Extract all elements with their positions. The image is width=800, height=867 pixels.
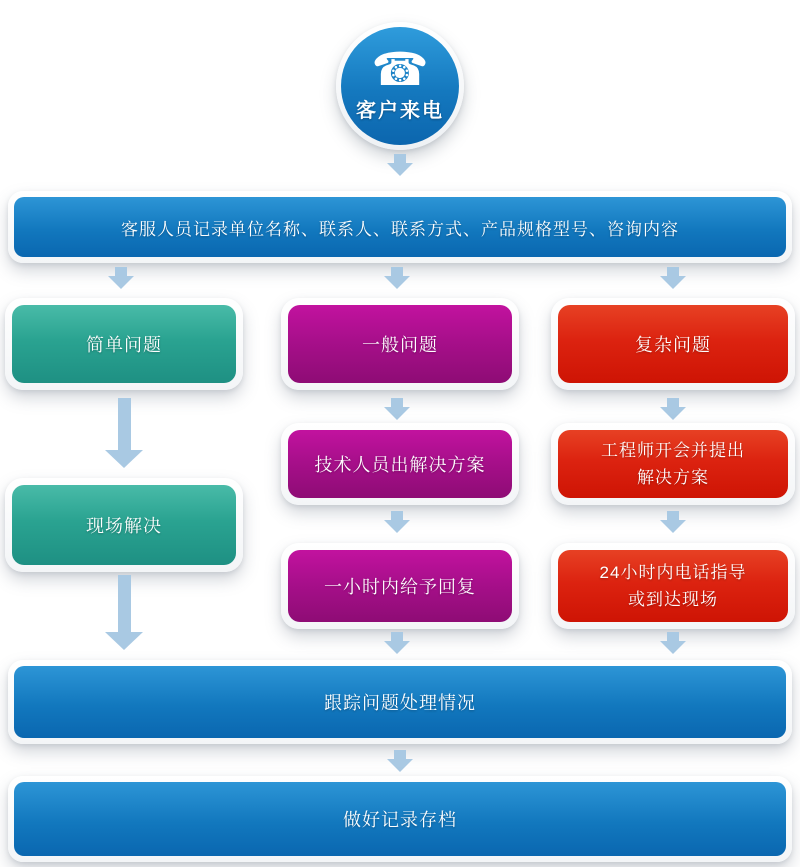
arrow-head: [660, 276, 686, 289]
arrow-down-icon: [384, 267, 410, 289]
node-tech-solution-label: 技术人员出解决方案: [314, 455, 486, 475]
arrow-head: [384, 407, 410, 420]
arrow-head: [105, 632, 143, 650]
arrow-head: [384, 276, 410, 289]
arrow-down-icon: [387, 750, 413, 772]
arrow-stem: [394, 154, 406, 163]
node-general-problem: [281, 298, 519, 390]
arrow-head: [387, 759, 413, 772]
archive-record-bar: [8, 776, 792, 862]
node-complex-problem-label: 复杂问题: [635, 335, 711, 355]
arrow-down-icon: [660, 511, 686, 533]
arrow-down-icon: [387, 154, 413, 176]
arrow-head: [384, 641, 410, 654]
arrow-stem: [667, 267, 679, 276]
node-tech-solution: [281, 423, 519, 505]
arrow-stem: [115, 267, 127, 276]
arrow-stem: [667, 398, 679, 407]
arrow-head: [105, 450, 143, 468]
node-complex-problem: [551, 298, 795, 390]
node-engineer-meeting-line1: 工程师开会并提出: [601, 440, 745, 460]
node-24h-guidance: [551, 543, 795, 629]
arrow-down-icon: [105, 398, 143, 468]
node-simple-problem-fill: [12, 305, 236, 383]
node-engineer-meeting-fill: [558, 430, 788, 498]
node-tech-solution-fill: [288, 430, 512, 498]
arrow-down-icon: [384, 398, 410, 420]
node-engineer-meeting: [551, 423, 795, 505]
track-progress-bar-fill: [14, 666, 786, 738]
node-24h-guidance-line1: 24小时内电话指导: [599, 562, 747, 582]
node-general-problem-fill: [288, 305, 512, 383]
node-24h-guidance-line2: 或到达现场: [628, 590, 718, 609]
arrow-stem: [394, 750, 406, 759]
node-simple-problem-label: 简单问题: [86, 335, 162, 355]
arrow-stem: [118, 575, 131, 632]
arrow-head: [660, 407, 686, 420]
arrow-head: [384, 520, 410, 533]
arrow-stem: [391, 398, 403, 407]
arrow-head: [660, 641, 686, 654]
arrow-stem: [391, 511, 403, 520]
track-progress-bar: [8, 660, 792, 744]
arrow-down-icon: [105, 575, 143, 650]
track-progress-bar-label: 跟踪问题处理情况: [324, 693, 476, 713]
record-info-bar-fill: [14, 197, 786, 257]
node-24h-guidance-fill: [558, 550, 788, 622]
start-node-customer-call: [336, 22, 464, 150]
node-reply-one-hour-label: 一小时内给予回复: [324, 577, 476, 597]
telephone-icon: ☎: [371, 42, 429, 95]
arrow-head: [387, 163, 413, 176]
arrow-stem: [118, 398, 131, 450]
arrow-down-icon: [384, 632, 410, 654]
arrow-down-icon: [108, 267, 134, 289]
arrow-down-icon: [660, 632, 686, 654]
record-info-bar-label: 客服人员记录单位名称、联系人、联系方式、产品规格型号、咨询内容: [121, 219, 679, 239]
arrow-down-icon: [384, 511, 410, 533]
arrow-stem: [667, 511, 679, 520]
start-node-fill: [341, 27, 459, 145]
start-node-label: 客户来电: [356, 99, 444, 122]
node-general-problem-label: 一般问题: [362, 335, 438, 355]
arrow-down-icon: [660, 267, 686, 289]
archive-record-bar-fill: [14, 782, 786, 856]
arrow-head: [660, 520, 686, 533]
arrow-head: [108, 276, 134, 289]
node-reply-one-hour: [281, 543, 519, 629]
node-onsite-solution: [5, 478, 243, 572]
arrow-down-icon: [660, 398, 686, 420]
node-reply-one-hour-fill: [288, 550, 512, 622]
node-complex-problem-fill: [558, 305, 788, 383]
node-onsite-solution-fill: [12, 485, 236, 565]
node-simple-problem: [5, 298, 243, 390]
node-engineer-meeting-line2: 解决方案: [637, 468, 709, 487]
arrow-stem: [391, 632, 403, 641]
record-info-bar: [8, 191, 792, 263]
node-onsite-solution-label: 现场解决: [86, 516, 162, 536]
archive-record-bar-label: 做好记录存档: [343, 810, 457, 830]
arrow-stem: [391, 267, 403, 276]
arrow-stem: [667, 632, 679, 641]
